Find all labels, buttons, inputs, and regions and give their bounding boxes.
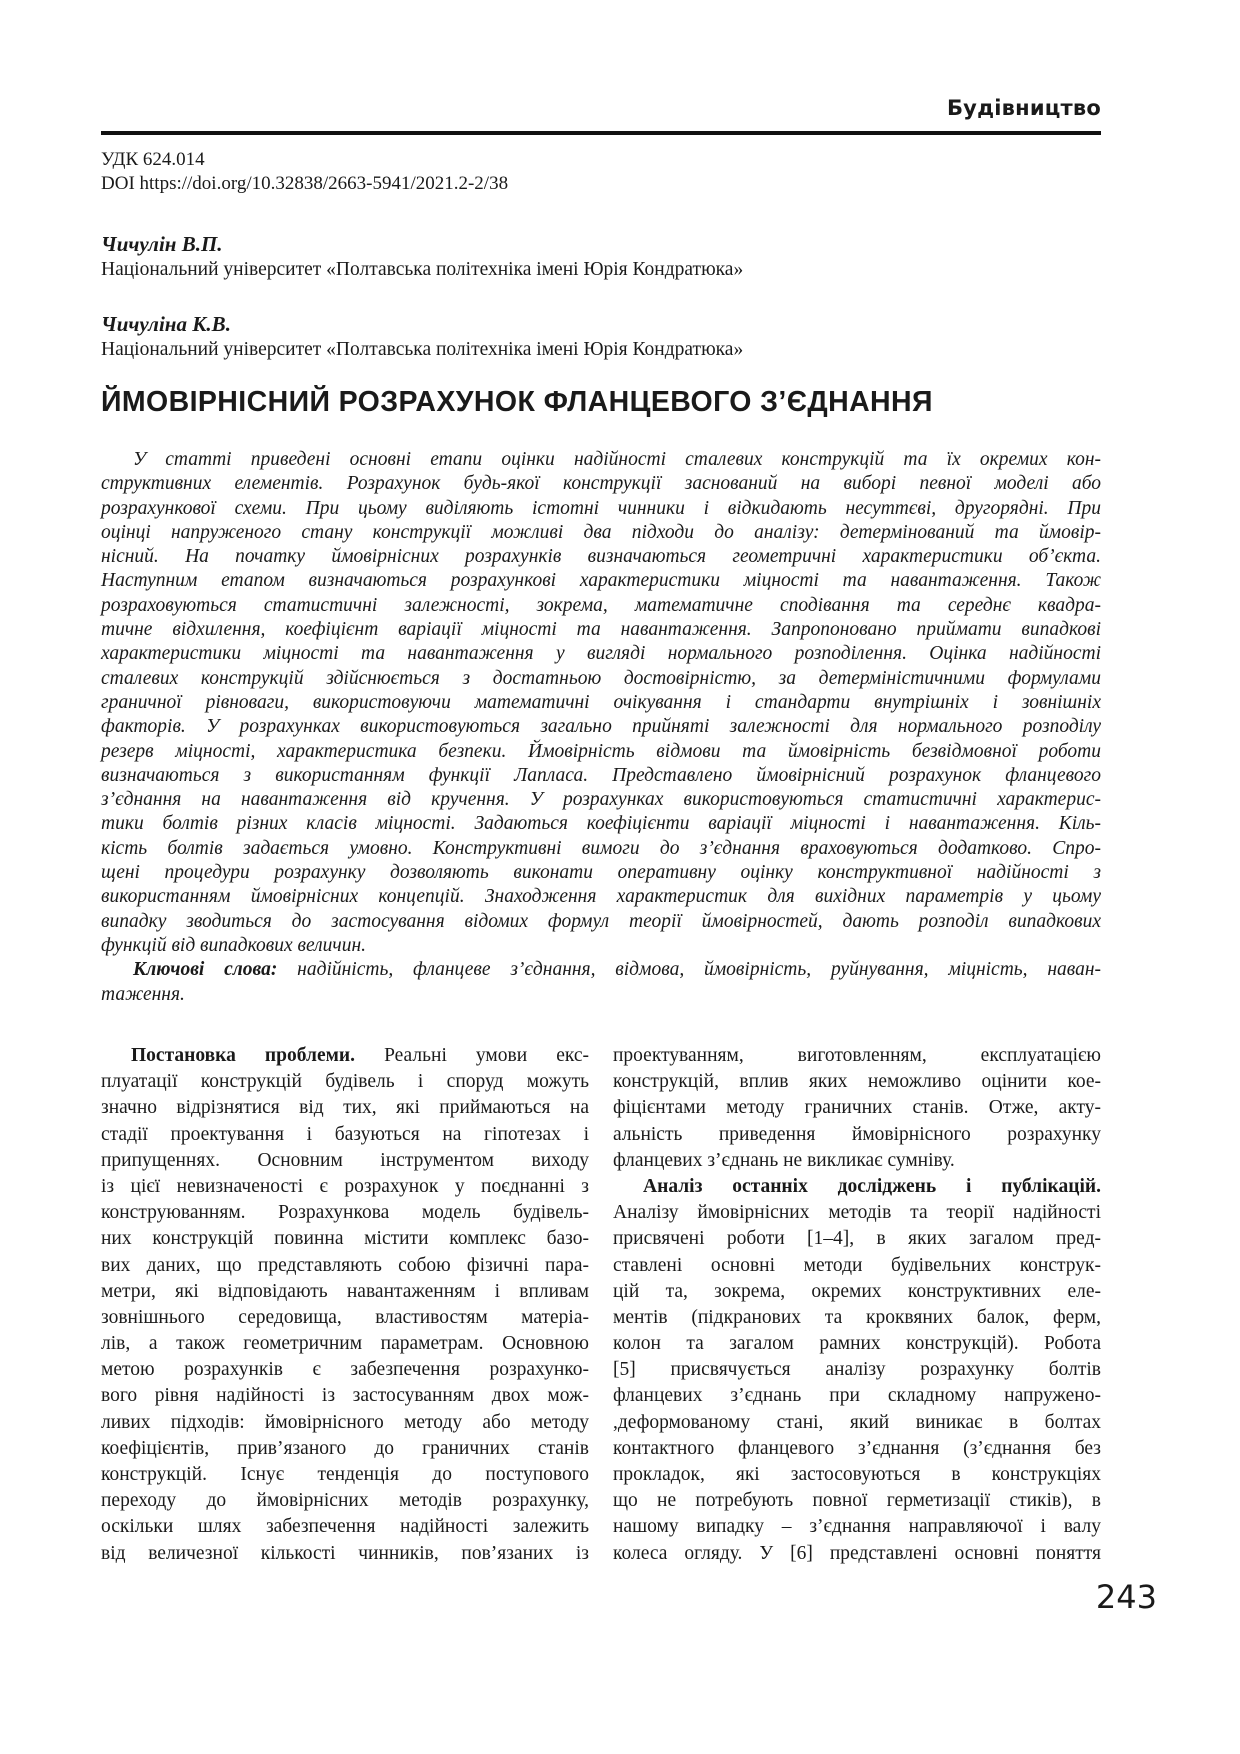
body-line: вого рівня надійності із застосуванням двох мож- <box>101 1385 589 1407</box>
author-name: Чичулін В.П. <box>101 232 223 256</box>
body-text: Реальні умови екс- <box>355 1045 589 1066</box>
body-line: контактного фланцевого з’єднання (з’єднання без <box>613 1437 1101 1459</box>
header-rule <box>101 131 1101 135</box>
body-column-right <box>613 1043 1101 1567</box>
page-number: 243 <box>1095 1578 1157 1616</box>
body-line: проектуванням, виготовленням, експлуатацією <box>613 1045 1101 1066</box>
body-line: ставлені основні методи будівельних конструк- <box>613 1254 1101 1276</box>
body-line: метри, які відповідають навантаженням і впливам <box>101 1280 589 1302</box>
body-line <box>101 1043 589 1069</box>
body-line: конструкцій. Існує тенденція до поступового <box>101 1464 589 1485</box>
abstract-line: нісний. На початку ймовірнісних розрахунків визначаються геометричні характеристики об’єкта. <box>101 546 1101 568</box>
body-line: цій та, зокрема, окремих конструктивних еле- <box>613 1280 1101 1302</box>
body-line: що не потребують повної герметизації стиків), в <box>613 1490 1101 1512</box>
body-line: [5] присвячується аналізу розрахунку болтів <box>613 1359 1101 1381</box>
article-title: ЙМОВІРНІСНИЙ РОЗРАХУНОК ФЛАНЦЕВОГО З’ЄДНАННЯ <box>101 386 933 418</box>
abstract-line: резерв міцності, характеристика безпеки. Ймовірність відмови та ймовірність безвідмовної роботи <box>101 740 1101 762</box>
body-line: стадії проектування і базуються на гіпотезах і <box>101 1123 589 1145</box>
body-line: конструкцій, вплив яких неможливо оцінити кое- <box>613 1071 1101 1093</box>
body-line: коефіцієнтів, прив’язаного до граничних станів <box>101 1437 589 1459</box>
body-line: плуатації конструкцій будівель і споруд можуть <box>101 1071 589 1093</box>
abstract-line: тики болтів різних класів міцності. Задаються коефіцієнти варіації міцності і навантаження. Кіль- <box>101 813 1101 835</box>
body-line: них конструкцій повинна містити комплекс базо- <box>101 1228 589 1250</box>
body-line: метою розрахунків є забезпечення розрахунко- <box>101 1359 589 1381</box>
doi-link[interactable]: DOI https://doi.org/10.32838/2663-5941/2021.2-2/38 <box>101 173 509 194</box>
abstract-line: характеристики міцності та навантаження у вигляді нормального розподілення. Оцінка надійності <box>101 643 1101 665</box>
body-line: колон та загалом рамних конструкцій). Робота <box>613 1333 1101 1355</box>
body-line: альність приведення ймовірнісного розрахунку <box>613 1123 1101 1145</box>
author-block <box>101 312 743 362</box>
abstract-line: граничної рівноваги, використовуючи математичні очікування і стандарти внутрішніх і зовнішніх <box>101 691 1101 713</box>
author-name: Чичуліна К.В. <box>101 312 231 336</box>
keywords-text: надійність, фланцеве з’єднання, відмова, ймовірність, руйнування, міцність, наван- <box>277 959 1101 981</box>
author-affiliation: Національний університет «Полтавська політехніка імені Юрія Кондратюка» <box>101 259 744 280</box>
keywords-label: Ключові слова: <box>133 959 278 981</box>
abstract-line: кість болтів задається умовно. Конструктивні вимоги до з’єднання враховуються додатково. Спро- <box>101 837 1101 859</box>
body-line: припущеннях. Основним інструментом виходу <box>101 1149 589 1171</box>
body-line: конструюванням. Розрахункова модель будівель- <box>101 1202 589 1224</box>
author-affiliation: Національний університет «Полтавська політехніка імені Юрія Кондратюка» <box>101 339 744 360</box>
abstract-line: розраховуються статистичні залежності, зокрема, математичне сподівання та середнє квадра- <box>101 594 1101 616</box>
body-line: присвячені роботи [1–4], в яких загалом пред- <box>613 1228 1101 1250</box>
abstract-line: з’єднання на навантаження від кручення. У розрахунках використовуються статистичні характерис- <box>101 789 1101 811</box>
abstract-line: факторів. У розрахунках використовуються загально прийняті залежності для нормального розподілу <box>101 716 1101 738</box>
body-column-left <box>101 1043 589 1567</box>
abstract-line: щені процедури розрахунку дозволяють виконати оперативну оцінку конструктивної надійності з <box>101 862 1101 884</box>
body-line: нашому випадку – з’єднання направляючої і валу <box>613 1516 1101 1538</box>
abstract-line: У статті приведені основні етапи оцінки надійності сталевих конструкцій та їх окремих кон- <box>133 449 1101 470</box>
body-line: зовнішнього середовища, властивостям матеріа- <box>101 1306 589 1328</box>
abstract <box>101 448 1101 1007</box>
keywords-line: таження. <box>101 983 185 1005</box>
abstract-line: структивних елементів. Розрахунок будь-якої конструкції заснований на виборі певної моделі або <box>101 473 1101 495</box>
abstract-line: Наступним етапом визначаються розрахункові характеристики міцності та навантаження. Також <box>101 570 1101 592</box>
body-line: Аналізу ймовірнісних методів та теорії надійності <box>613 1202 1101 1224</box>
abstract-line: сталевих конструкцій здійснюється з достатньою достовірністю, за детерміністичними формулами <box>101 667 1101 689</box>
abstract-line: використанням ймовірнісних концепцій. Знаходження характеристик для вихідних параметрів у цьому <box>101 886 1101 908</box>
body-line: від величезної кількості чинників, пов’язаних із <box>101 1542 589 1564</box>
udc-code: УДК 624.014 <box>101 149 205 170</box>
body-line: значно відрізнятися від тих, які приймаються на <box>101 1097 589 1119</box>
body-line: оскільки шлях забезпечення надійності залежить <box>101 1516 589 1538</box>
abstract-line: функцій від випадкових величин. <box>101 934 367 956</box>
body-line: фіцієнтами методу граничних станів. Отже, акту- <box>613 1097 1101 1119</box>
body-line: вих даних, що представляють собою фізичні пара- <box>101 1254 589 1276</box>
body-line: колеса огляду. У [6] представлені основні поняття <box>613 1542 1101 1564</box>
body-line: ментів (підкранових та кроквяних балок, ферм, <box>613 1306 1101 1328</box>
author-block <box>101 232 743 282</box>
abstract-line: випадку зводиться до застосування відомих формул теорії ймовірностей, дають розподіл випадкових <box>101 910 1101 932</box>
body-line: фланцевих з’єднань не викликає сумніву. <box>613 1149 955 1171</box>
section-heading: Аналіз останніх досліджень і публікацій. <box>643 1175 1101 1197</box>
abstract-line: тичне відхилення, коефіцієнт варіації міцності та навантаження. Запропоновано приймати випадкові <box>101 619 1101 641</box>
abstract-line: розрахункової схеми. При цьому виділяють істотні чинники і відкидають несуттєві, другорядні. При <box>101 497 1101 519</box>
section-header: Будівництво <box>946 96 1101 120</box>
keywords-line <box>101 958 1101 982</box>
body-line: прокладок, які застосовуються в конструкціях <box>613 1464 1101 1485</box>
body-line: ливих підходів: ймовірнісного методу або методу <box>101 1411 589 1433</box>
article-meta <box>101 148 508 196</box>
body-line: фланцевих з’єднань при складному напружено- <box>613 1385 1101 1407</box>
section-heading: Постановка проблеми. <box>131 1045 356 1066</box>
body-line: із цієї невизначеності є розрахунок у поєднанні з <box>101 1175 589 1197</box>
body-line: переходу до ймовірнісних методів розрахунку, <box>101 1490 589 1512</box>
body-line: лів, а також геометричним параметрам. Основною <box>101 1333 589 1355</box>
body-line: ,деформованому стані, який виникає в болтах <box>613 1411 1101 1433</box>
abstract-line: оцінці напруженого стану конструкції можливі два підходи до аналізу: детермінований та ймовір- <box>101 521 1101 543</box>
abstract-line: визначаються з використанням функції Лапласа. Представлено ймовірнісний розрахунок фланцевого <box>101 764 1101 786</box>
